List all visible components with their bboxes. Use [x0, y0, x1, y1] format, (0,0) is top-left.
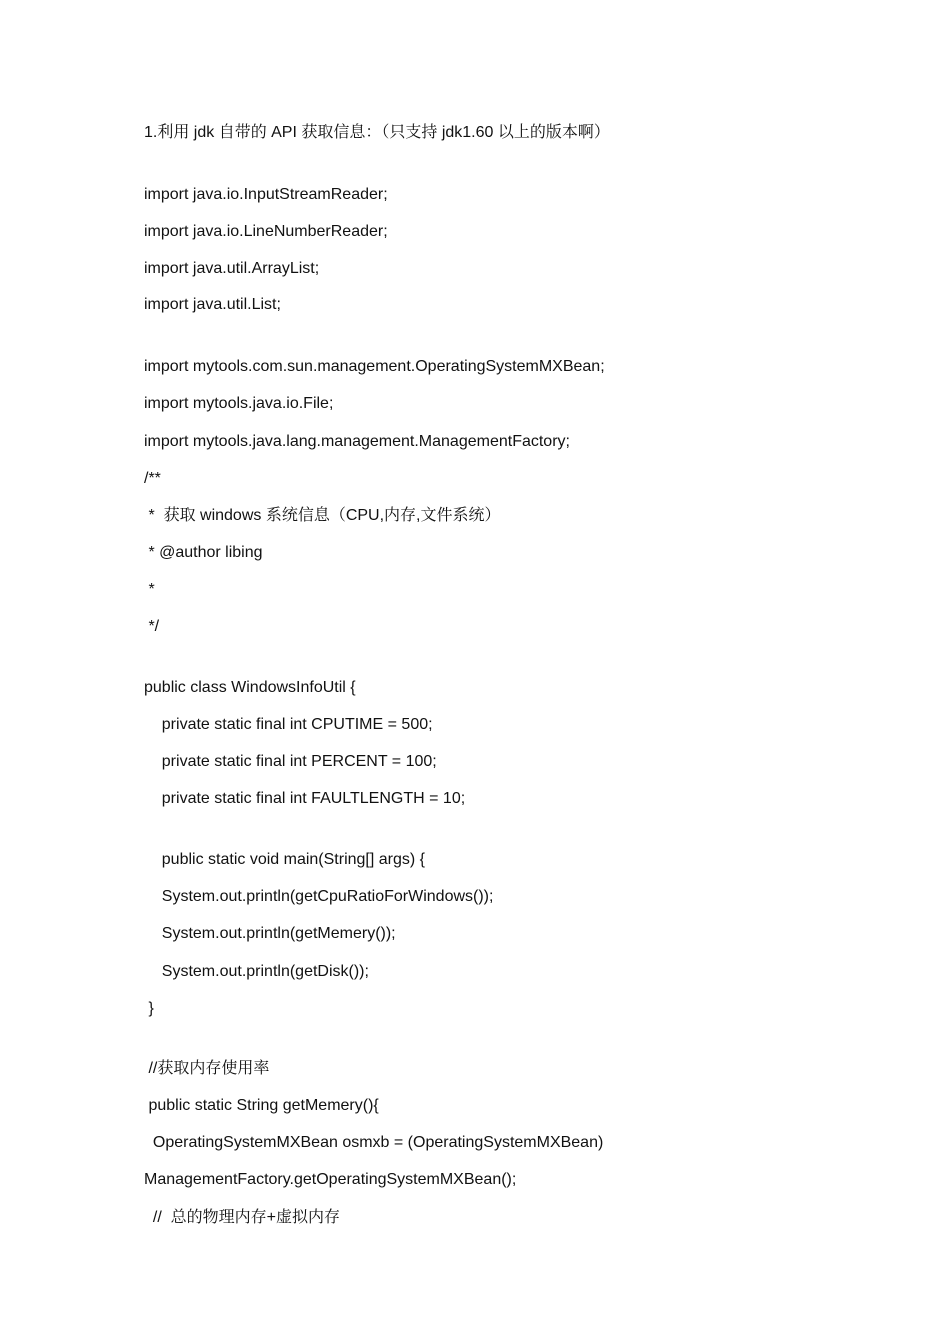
- code-line-main-method: public static void main(String[] args) {: [144, 851, 425, 868]
- code-line-comment-open: /**: [144, 470, 161, 487]
- code-line-percent: private static final int PERCENT = 100;: [144, 753, 437, 770]
- code-line-total-memory-comment: // 总的物理内存+虚拟内存: [144, 1209, 341, 1226]
- intro-heading: 1.利用 jdk 自带的 API 获取信息：（只支持 jdk1.60 以上的版本啊）: [144, 124, 610, 141]
- code-line-import-list: import java.util.List;: [144, 296, 281, 313]
- code-line-class-declaration: public class WindowsInfoUtil {: [144, 679, 356, 696]
- code-line-cputime: private static final int CPUTIME = 500;: [144, 716, 433, 733]
- code-line-print-cpu: System.out.println(getCpuRatioForWindows());: [144, 888, 494, 905]
- code-line-comment-star: *: [144, 581, 155, 598]
- code-line-close-brace: }: [144, 1000, 154, 1017]
- code-line-comment-close: */: [144, 618, 160, 635]
- code-line-import-linenumberreader: import java.io.LineNumberReader;: [144, 223, 388, 240]
- code-line-memory-comment: //获取内存使用率: [144, 1060, 270, 1077]
- code-line-import-inputstreamreader: import java.io.InputStreamReader;: [144, 186, 388, 203]
- code-line-osmxb-declaration: OperatingSystemMXBean osmxb = (OperatingSystemMXBean): [144, 1134, 604, 1151]
- code-line-import-file: import mytools.java.io.File;: [144, 395, 334, 412]
- code-line-comment-description: * 获取 windows 系统信息（CPU,内存,文件系统）: [144, 507, 501, 524]
- code-line-import-arraylist: import java.util.ArrayList;: [144, 260, 320, 277]
- code-line-print-disk: System.out.println(getDisk());: [144, 963, 369, 980]
- code-line-print-memery: System.out.println(getMemery());: [144, 925, 396, 942]
- code-line-osmxb-factory: ManagementFactory.getOperatingSystemMXBean();: [144, 1171, 517, 1188]
- code-line-comment-author: * @author libing: [144, 544, 263, 561]
- code-line-import-managementfactory: import mytools.java.lang.management.ManagementFactory;: [144, 433, 570, 450]
- code-line-getmemery-method: public static String getMemery(){: [144, 1097, 379, 1114]
- code-line-faultlength: private static final int FAULTLENGTH = 10;: [144, 790, 466, 807]
- code-line-import-osmxbean: import mytools.com.sun.management.OperatingSystemMXBean;: [144, 358, 605, 375]
